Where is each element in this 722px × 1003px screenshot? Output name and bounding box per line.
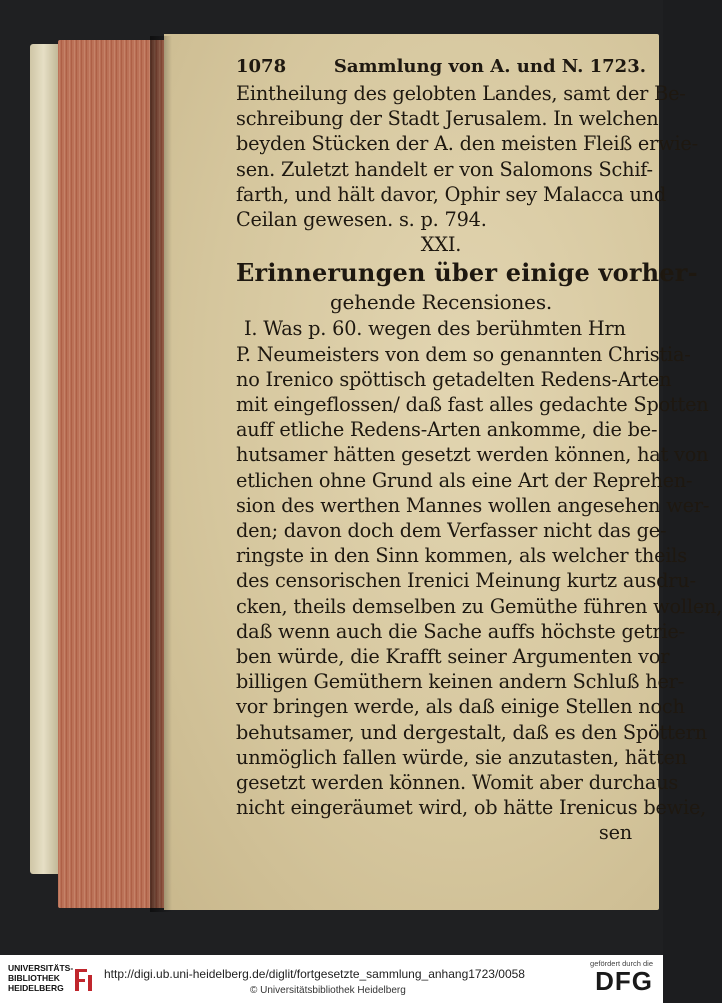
document-url-link[interactable]: http://digi.ub.uni-heidelberg.de/diglit/fortgesetzte_sammlung_anhang1723/0058	[104, 967, 525, 981]
text-line: auff etliche Redens-Arten ankomme, die be-	[236, 418, 658, 442]
text-line: Eintheilung des gelobten Landes, samt der Be-	[236, 82, 686, 105]
copyright-notice: © Universitätsbibliothek Heidelberg	[250, 985, 406, 996]
running-header	[236, 56, 646, 77]
funder-note: gefördert durch die	[590, 959, 653, 968]
funder-logo[interactable]	[590, 959, 653, 994]
section-heading: Erinnerungen über einige vorher-	[236, 258, 698, 288]
footer-bar	[0, 955, 663, 1003]
text-line: no Irenico spöttisch getadelten Redens-Arten	[236, 367, 672, 391]
text-line: den; davon doch dem Verfasser nicht das ge-	[236, 519, 667, 543]
book-cover-edge	[30, 44, 60, 874]
running-title: Sammlung von A. und N. 1723.	[333, 56, 646, 77]
text-line: cken, theils demselben zu Gemüthe führen wollen,	[236, 594, 722, 618]
text-line: beyden Stücken der A. den meisten Fleiß erwie-	[236, 132, 698, 156]
text-line: daß wenn auch die Sache auffs höchste getrie-	[236, 619, 685, 643]
text-line: mit eingeflossen/ daß fast alles gedachte Spotten	[236, 393, 709, 417]
text-line: etlichen ohne Grund als eine Art der Reprehen-	[236, 468, 693, 492]
text-line: gesetzt werden können. Womit aber durchaus	[236, 771, 679, 795]
text-line: hutsamer hätten gesetzt werden können, hat von	[236, 443, 709, 467]
section-subheading: gehende Recensiones.	[329, 290, 553, 315]
text-line: ben würde, die Krafft seiner Argumenten vor	[236, 645, 670, 669]
text-line: billigen Gemüthern keinen andern Schluß her-	[236, 670, 685, 694]
text-line: farth, und hält davor, Ophir sey Malacca und	[236, 182, 667, 206]
text-line: Ceilan gewesen. s. p. 794.	[236, 208, 487, 232]
text-line: sen. Zuletzt handelt er von Salomons Schif-	[236, 157, 653, 181]
gutter-shadow	[150, 36, 172, 912]
catchword: sen	[598, 821, 632, 845]
text-line: unmöglich fallen würde, sie anzutasten, hätten	[236, 745, 687, 769]
text-line: des censorischen Irenici Meinung kurtz ausdru-	[236, 569, 696, 593]
text-line: vor bringen werde, als daß einige Stellen noch	[236, 695, 685, 719]
page-number: 1078	[236, 56, 287, 77]
text-line: behutsamer, und dergestalt, daß es den Spöttern	[236, 720, 708, 744]
text-line: ringste in den Sinn kommen, als welcher theils	[236, 544, 687, 568]
book-page	[164, 34, 722, 910]
funder-name: DFG	[595, 966, 653, 996]
text-line: nicht eingeräumet wird, ob hätte Irenicus bewie,	[236, 796, 707, 820]
text-line: schreibung der Stadt Jerusalem. In welchen	[236, 107, 659, 131]
library-name: UNIVERSITÄTS- BIBLIOTHEK HEIDELBERG	[8, 963, 74, 993]
text-line: I. Was p. 60. wegen des berühmten Hrn	[244, 317, 626, 341]
text-line: P. Neumeisters von dem so genannten Christia-	[236, 342, 691, 366]
library-logo-icon	[72, 967, 94, 993]
text-line: sion des werthen Mannes wollen angesehen wer-	[236, 493, 710, 517]
library-logo[interactable]	[8, 963, 98, 999]
section-number: XXI.	[420, 233, 462, 257]
page-text	[236, 56, 722, 846]
